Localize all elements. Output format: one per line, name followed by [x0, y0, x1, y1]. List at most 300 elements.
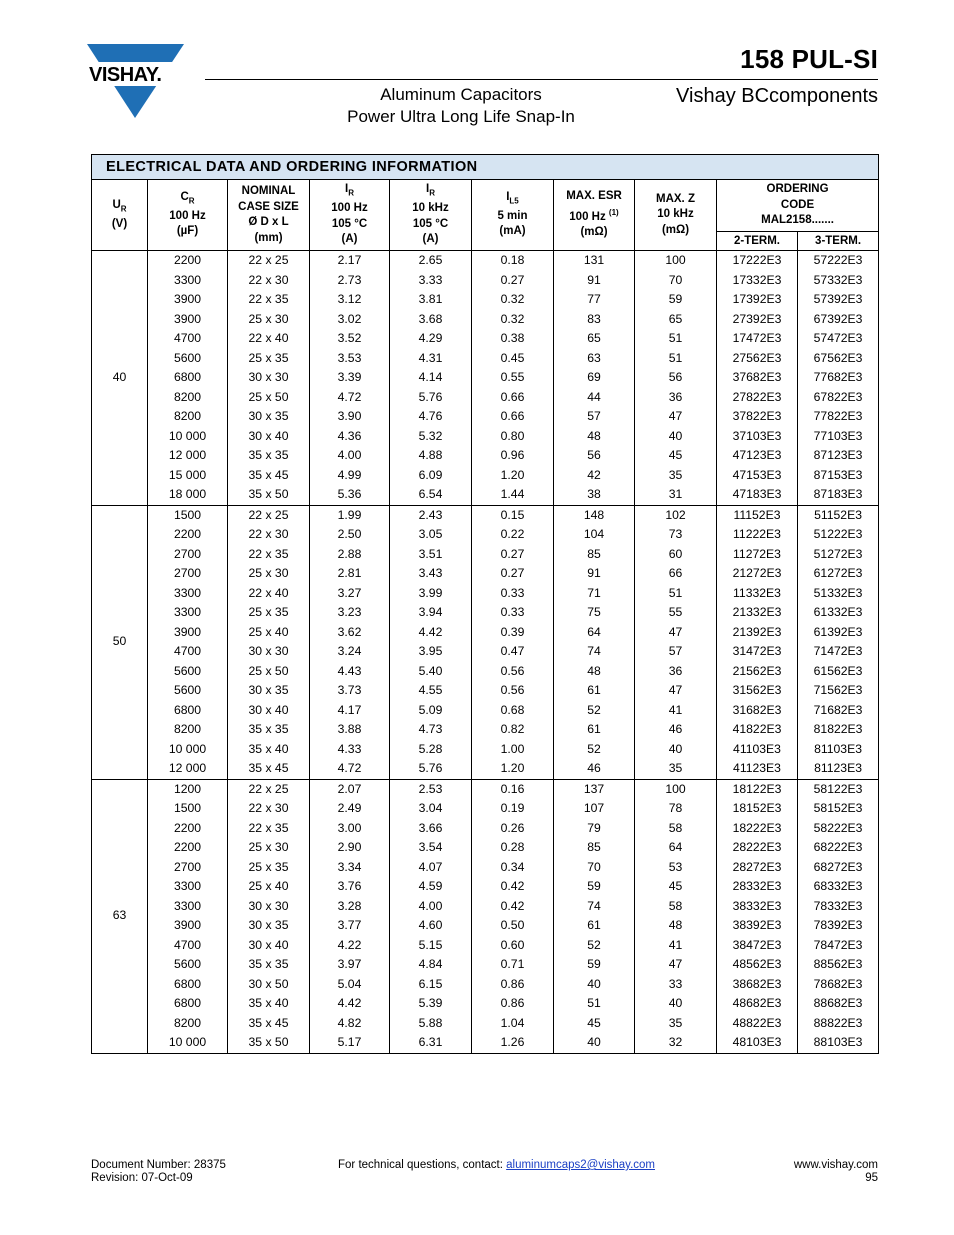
table-row: [92, 936, 879, 956]
leakage-current-cell: 0.33: [472, 603, 554, 623]
electrical-data-table: [91, 154, 879, 1054]
max-z-cell: 55: [635, 603, 717, 623]
max-z-cell: 58: [635, 897, 717, 917]
case-size-cell: 22 x 25: [228, 505, 310, 525]
max-esr-cell: 40: [554, 1033, 635, 1053]
ripple-current-10khz-cell: 5.09: [390, 701, 472, 721]
max-z-cell: 57: [635, 642, 717, 662]
code-2-term-cell: 47183E3: [717, 485, 798, 505]
max-esr-cell: 59: [554, 877, 635, 897]
max-esr-cell: 61: [554, 720, 635, 740]
code-2-term-cell: 38392E3: [717, 916, 798, 936]
code-3-term-cell: 61392E3: [798, 623, 879, 643]
code-2-term-cell: 38472E3: [717, 936, 798, 956]
ripple-current-100hz-cell: 4.42: [310, 994, 390, 1014]
case-size-cell: 25 x 50: [228, 388, 310, 408]
code-3-term-cell: 81123E3: [798, 759, 879, 779]
ripple-current-100hz-cell: 3.77: [310, 916, 390, 936]
case-size-cell: 30 x 35: [228, 407, 310, 427]
case-size-cell: 30 x 30: [228, 368, 310, 388]
max-esr-cell: 85: [554, 545, 635, 565]
code-3-term-cell: 87183E3: [798, 485, 879, 505]
code-3-term-cell: 57332E3: [798, 271, 879, 291]
ripple-current-100hz-cell: 3.28: [310, 897, 390, 917]
max-esr-cell: 63: [554, 349, 635, 369]
leakage-current-cell: 0.39: [472, 623, 554, 643]
table-row: [92, 740, 879, 760]
max-z-cell: 33: [635, 975, 717, 995]
code-3-term-cell: 77822E3: [798, 407, 879, 427]
capacitance-cell: 3300: [148, 584, 228, 604]
max-esr-cell: 107: [554, 799, 635, 819]
ripple-current-100hz-cell: 4.33: [310, 740, 390, 760]
code-2-term-cell: 21272E3: [717, 564, 798, 584]
max-esr-cell: 131: [554, 251, 635, 271]
leakage-current-cell: 0.15: [472, 505, 554, 525]
max-z-cell: 41: [635, 701, 717, 721]
table-row: [92, 877, 879, 897]
leakage-current-cell: 0.96: [472, 446, 554, 466]
table-row: [92, 779, 879, 799]
leakage-current-cell: 0.32: [472, 310, 554, 330]
max-z-cell: 66: [635, 564, 717, 584]
max-esr-cell: 44: [554, 388, 635, 408]
code-2-term-cell: 48103E3: [717, 1033, 798, 1053]
col-header-ir-10khz: $I_R$ 10 kHz 105 °C (A): [390, 180, 472, 251]
code-2-term-cell: 48822E3: [717, 1014, 798, 1034]
ripple-current-10khz-cell: 3.94: [390, 603, 472, 623]
table-row: [92, 681, 879, 701]
table-row: [92, 642, 879, 662]
table-row: [92, 329, 879, 349]
max-esr-cell: 48: [554, 427, 635, 447]
capacitance-cell: 4700: [148, 936, 228, 956]
leakage-current-cell: 0.60: [472, 936, 554, 956]
leakage-current-cell: 0.80: [472, 427, 554, 447]
case-size-cell: 35 x 45: [228, 466, 310, 486]
case-size-cell: 35 x 50: [228, 485, 310, 505]
capacitance-cell: 12 000: [148, 759, 228, 779]
max-esr-cell: 85: [554, 838, 635, 858]
case-size-cell: 25 x 35: [228, 603, 310, 623]
capacitance-cell: 6800: [148, 701, 228, 721]
code-2-term-cell: 18122E3: [717, 779, 798, 799]
code-3-term-cell: 77682E3: [798, 368, 879, 388]
max-esr-cell: 52: [554, 936, 635, 956]
contact-prefix: For technical questions, contact:: [338, 1159, 507, 1171]
ripple-current-10khz-cell: 5.15: [390, 936, 472, 956]
max-z-cell: 58: [635, 819, 717, 839]
capacitance-cell: 2200: [148, 819, 228, 839]
max-z-cell: 100: [635, 251, 717, 271]
max-z-cell: 36: [635, 388, 717, 408]
case-size-cell: 30 x 40: [228, 427, 310, 447]
table-row: [92, 662, 879, 682]
table-row: [92, 407, 879, 427]
code-3-term-cell: 68272E3: [798, 858, 879, 878]
case-size-cell: 25 x 35: [228, 349, 310, 369]
code-3-term-cell: 78392E3: [798, 916, 879, 936]
max-z-cell: 41: [635, 936, 717, 956]
code-3-term-cell: 67562E3: [798, 349, 879, 369]
code-3-term-cell: 57472E3: [798, 329, 879, 349]
vishay-logo: [87, 42, 184, 122]
max-esr-cell: 137: [554, 779, 635, 799]
leakage-current-cell: 0.55: [472, 368, 554, 388]
max-z-cell: 35: [635, 759, 717, 779]
page-number: 95: [865, 1172, 878, 1184]
ripple-current-100hz-cell: 2.88: [310, 545, 390, 565]
voltage-cell: 50: [92, 505, 148, 779]
capacitance-cell: 6800: [148, 368, 228, 388]
code-3-term-cell: 71562E3: [798, 681, 879, 701]
code-2-term-cell: 21562E3: [717, 662, 798, 682]
leakage-current-cell: 1.26: [472, 1033, 554, 1053]
table-row: [92, 838, 879, 858]
case-size-cell: 25 x 35: [228, 858, 310, 878]
document-title: 158 PUL-SI: [740, 44, 878, 74]
code-3-term-cell: 67392E3: [798, 310, 879, 330]
ripple-current-100hz-cell: 4.82: [310, 1014, 390, 1034]
code-2-term-cell: 37682E3: [717, 368, 798, 388]
capacitance-cell: 3300: [148, 877, 228, 897]
ripple-current-10khz-cell: 4.14: [390, 368, 472, 388]
code-2-term-cell: 28222E3: [717, 838, 798, 858]
code-2-term-cell: 37103E3: [717, 427, 798, 447]
capacitance-cell: 10 000: [148, 427, 228, 447]
ripple-current-100hz-cell: 2.07: [310, 779, 390, 799]
ripple-current-10khz-cell: 3.68: [390, 310, 472, 330]
code-3-term-cell: 61332E3: [798, 603, 879, 623]
ripple-current-100hz-cell: 2.73: [310, 271, 390, 291]
ripple-current-10khz-cell: 3.54: [390, 838, 472, 858]
case-size-cell: 35 x 45: [228, 1014, 310, 1034]
ripple-current-10khz-cell: 2.53: [390, 779, 472, 799]
ripple-current-10khz-cell: 4.55: [390, 681, 472, 701]
table-row: [92, 759, 879, 779]
ripple-current-10khz-cell: 5.32: [390, 427, 472, 447]
ripple-current-100hz-cell: 3.53: [310, 349, 390, 369]
code-2-term-cell: 18152E3: [717, 799, 798, 819]
case-size-cell: 22 x 35: [228, 545, 310, 565]
leakage-current-cell: 0.66: [472, 388, 554, 408]
max-esr-cell: 59: [554, 955, 635, 975]
capacitance-cell: 2700: [148, 545, 228, 565]
case-size-cell: 22 x 40: [228, 329, 310, 349]
case-size-cell: 22 x 35: [228, 819, 310, 839]
ripple-current-10khz-cell: 2.43: [390, 505, 472, 525]
ripple-current-100hz-cell: 4.36: [310, 427, 390, 447]
ripple-current-10khz-cell: 5.39: [390, 994, 472, 1014]
code-2-term-cell: 17392E3: [717, 290, 798, 310]
max-z-cell: 47: [635, 681, 717, 701]
table-row: [92, 994, 879, 1014]
code-2-term-cell: 27562E3: [717, 349, 798, 369]
capacitance-cell: 15 000: [148, 466, 228, 486]
capacitance-cell: 4700: [148, 642, 228, 662]
ripple-current-10khz-cell: 3.04: [390, 799, 472, 819]
code-3-term-cell: 51332E3: [798, 584, 879, 604]
max-z-cell: 35: [635, 466, 717, 486]
leakage-current-cell: 0.47: [472, 642, 554, 662]
table-row: [92, 290, 879, 310]
code-2-term-cell: 11222E3: [717, 525, 798, 545]
case-size-cell: 25 x 30: [228, 564, 310, 584]
case-size-cell: 35 x 40: [228, 994, 310, 1014]
ripple-current-10khz-cell: 3.05: [390, 525, 472, 545]
table-row: [92, 525, 879, 545]
leakage-current-cell: 0.34: [472, 858, 554, 878]
leakage-current-cell: 1.20: [472, 466, 554, 486]
case-size-cell: 25 x 30: [228, 310, 310, 330]
ripple-current-10khz-cell: 2.65: [390, 251, 472, 271]
table-row: [92, 349, 879, 369]
subtitle-line-2: Power Ultra Long Life Snap-In: [347, 107, 575, 126]
revision: Revision: 07-Oct-09: [91, 1172, 193, 1184]
code-3-term-cell: 71682E3: [798, 701, 879, 721]
ripple-current-10khz-cell: 3.33: [390, 271, 472, 291]
max-z-cell: 31: [635, 485, 717, 505]
leakage-current-cell: 0.27: [472, 271, 554, 291]
code-2-term-cell: 17472E3: [717, 329, 798, 349]
table-row: [92, 819, 879, 839]
leakage-current-cell: 0.68: [472, 701, 554, 721]
capacitance-cell: 3900: [148, 623, 228, 643]
logo-text: VISHAY.: [89, 64, 162, 86]
ripple-current-100hz-cell: 3.76: [310, 877, 390, 897]
col-header-ir-100hz: $I_R$ 100 Hz 105 °C (A): [310, 180, 390, 251]
max-esr-cell: 61: [554, 916, 635, 936]
table-row: [92, 485, 879, 505]
case-size-cell: 30 x 40: [228, 701, 310, 721]
code-3-term-cell: 51152E3: [798, 505, 879, 525]
code-3-term-cell: 61562E3: [798, 662, 879, 682]
code-3-term-cell: 88562E3: [798, 955, 879, 975]
code-3-term-cell: 58152E3: [798, 799, 879, 819]
code-3-term-cell: 51222E3: [798, 525, 879, 545]
leakage-current-cell: 0.19: [472, 799, 554, 819]
case-size-cell: 35 x 40: [228, 740, 310, 760]
max-z-cell: 47: [635, 955, 717, 975]
capacitance-cell: 12 000: [148, 446, 228, 466]
footer-left: [91, 1159, 226, 1185]
max-esr-cell: 91: [554, 271, 635, 291]
ripple-current-100hz-cell: 3.12: [310, 290, 390, 310]
ripple-current-10khz-cell: 6.09: [390, 466, 472, 486]
max-z-cell: 53: [635, 858, 717, 878]
leakage-current-cell: 1.00: [472, 740, 554, 760]
col-header-il5: $I_{L5}$ 5 min (mA): [472, 180, 554, 251]
document-number: Document Number: 28375: [91, 1159, 226, 1171]
leakage-current-cell: 0.86: [472, 975, 554, 995]
table-row: [92, 271, 879, 291]
max-z-cell: 78: [635, 799, 717, 819]
code-3-term-cell: 87123E3: [798, 446, 879, 466]
case-size-cell: 35 x 35: [228, 446, 310, 466]
leakage-current-cell: 0.56: [472, 681, 554, 701]
max-z-cell: 59: [635, 290, 717, 310]
ripple-current-10khz-cell: 4.42: [390, 623, 472, 643]
capacitance-cell: 2200: [148, 525, 228, 545]
max-z-cell: 102: [635, 505, 717, 525]
max-esr-cell: 83: [554, 310, 635, 330]
max-esr-cell: 74: [554, 642, 635, 662]
code-2-term-cell: 11332E3: [717, 584, 798, 604]
code-2-term-cell: 18222E3: [717, 819, 798, 839]
ripple-current-10khz-cell: 3.51: [390, 545, 472, 565]
max-z-cell: 46: [635, 720, 717, 740]
ripple-current-100hz-cell: 4.22: [310, 936, 390, 956]
max-z-cell: 70: [635, 271, 717, 291]
leakage-current-cell: 0.86: [472, 994, 554, 1014]
ripple-current-10khz-cell: 4.07: [390, 858, 472, 878]
ripple-current-10khz-cell: 4.73: [390, 720, 472, 740]
max-z-cell: 32: [635, 1033, 717, 1053]
case-size-cell: 25 x 30: [228, 838, 310, 858]
subtitle-line-1: Aluminum Capacitors: [380, 85, 542, 104]
code-3-term-cell: 81103E3: [798, 740, 879, 760]
ripple-current-100hz-cell: 3.52: [310, 329, 390, 349]
max-z-cell: 35: [635, 1014, 717, 1034]
leakage-current-cell: 0.56: [472, 662, 554, 682]
max-z-cell: 100: [635, 779, 717, 799]
table-row: [92, 1014, 879, 1034]
leakage-current-cell: 0.42: [472, 877, 554, 897]
ripple-current-100hz-cell: 5.04: [310, 975, 390, 995]
capacitance-cell: 3900: [148, 310, 228, 330]
capacitance-cell: 1200: [148, 779, 228, 799]
code-2-term-cell: 21392E3: [717, 623, 798, 643]
code-2-term-cell: 47123E3: [717, 446, 798, 466]
ripple-current-100hz-cell: 3.02: [310, 310, 390, 330]
ripple-current-10khz-cell: 5.76: [390, 388, 472, 408]
capacitance-cell: 4700: [148, 329, 228, 349]
max-esr-cell: 71: [554, 584, 635, 604]
col-header-2-term: 2-TERM.: [717, 232, 798, 251]
contact-email-link[interactable]: aluminumcaps2@vishay.com: [506, 1159, 656, 1171]
code-2-term-cell: 38682E3: [717, 975, 798, 995]
ripple-current-100hz-cell: 4.99: [310, 466, 390, 486]
leakage-current-cell: 0.16: [472, 779, 554, 799]
voltage-cell: 40: [92, 251, 148, 506]
ripple-current-10khz-cell: 3.66: [390, 819, 472, 839]
col-header-max-esr: MAX. ESR 100 Hz $^{(1)}$ (mΩ): [554, 180, 635, 251]
code-2-term-cell: 47153E3: [717, 466, 798, 486]
col-header-ordering-code: ORDERING CODE MAL2158.......: [717, 180, 879, 232]
ripple-current-100hz-cell: 3.62: [310, 623, 390, 643]
max-esr-cell: 52: [554, 701, 635, 721]
table-caption: ELECTRICAL DATA AND ORDERING INFORMATION: [92, 155, 879, 180]
table-row: [92, 720, 879, 740]
capacitance-cell: 2700: [148, 858, 228, 878]
code-3-term-cell: 68332E3: [798, 877, 879, 897]
code-2-term-cell: 41822E3: [717, 720, 798, 740]
ripple-current-100hz-cell: 3.34: [310, 858, 390, 878]
max-esr-cell: 57: [554, 407, 635, 427]
capacitance-cell: 3300: [148, 897, 228, 917]
code-2-term-cell: 41123E3: [717, 759, 798, 779]
code-2-term-cell: 11152E3: [717, 505, 798, 525]
code-3-term-cell: 88103E3: [798, 1033, 879, 1053]
table-row: [92, 603, 879, 623]
max-z-cell: 45: [635, 446, 717, 466]
footer-right: [794, 1159, 878, 1185]
code-3-term-cell: 58222E3: [798, 819, 879, 839]
code-3-term-cell: 78332E3: [798, 897, 879, 917]
table-row: [92, 545, 879, 565]
ripple-current-10khz-cell: 3.95: [390, 642, 472, 662]
ripple-current-10khz-cell: 5.88: [390, 1014, 472, 1034]
ripple-current-100hz-cell: 2.50: [310, 525, 390, 545]
code-3-term-cell: 68222E3: [798, 838, 879, 858]
case-size-cell: 30 x 35: [228, 916, 310, 936]
ripple-current-100hz-cell: 2.49: [310, 799, 390, 819]
capacitance-cell: 5600: [148, 955, 228, 975]
max-esr-cell: 77: [554, 290, 635, 310]
case-size-cell: 22 x 40: [228, 584, 310, 604]
case-size-cell: 22 x 30: [228, 271, 310, 291]
max-esr-cell: 74: [554, 897, 635, 917]
max-esr-cell: 65: [554, 329, 635, 349]
max-z-cell: 65: [635, 310, 717, 330]
code-3-term-cell: 87153E3: [798, 466, 879, 486]
max-esr-cell: 70: [554, 858, 635, 878]
capacitance-cell: 18 000: [148, 485, 228, 505]
code-3-term-cell: 81822E3: [798, 720, 879, 740]
capacitance-cell: 2200: [148, 251, 228, 271]
ripple-current-10khz-cell: 6.31: [390, 1033, 472, 1053]
code-2-term-cell: 17332E3: [717, 271, 798, 291]
code-2-term-cell: 48682E3: [717, 994, 798, 1014]
code-3-term-cell: 77103E3: [798, 427, 879, 447]
case-size-cell: 35 x 35: [228, 720, 310, 740]
ripple-current-10khz-cell: 5.76: [390, 759, 472, 779]
ripple-current-100hz-cell: 3.39: [310, 368, 390, 388]
code-3-term-cell: 78472E3: [798, 936, 879, 956]
table-row: [92, 446, 879, 466]
ripple-current-100hz-cell: 2.17: [310, 251, 390, 271]
ripple-current-10khz-cell: 4.88: [390, 446, 472, 466]
max-esr-cell: 91: [554, 564, 635, 584]
ripple-current-100hz-cell: 1.99: [310, 505, 390, 525]
leakage-current-cell: 0.26: [472, 819, 554, 839]
ripple-current-100hz-cell: 3.27: [310, 584, 390, 604]
ripple-current-10khz-cell: 3.81: [390, 290, 472, 310]
capacitance-cell: 1500: [148, 505, 228, 525]
code-3-term-cell: 67822E3: [798, 388, 879, 408]
max-z-cell: 51: [635, 349, 717, 369]
leakage-current-cell: 1.20: [472, 759, 554, 779]
code-2-term-cell: 31682E3: [717, 701, 798, 721]
leakage-current-cell: 0.22: [472, 525, 554, 545]
table-row: [92, 466, 879, 486]
code-3-term-cell: 58122E3: [798, 779, 879, 799]
table-row: [92, 310, 879, 330]
capacitance-cell: 3900: [148, 916, 228, 936]
ripple-current-10khz-cell: 4.60: [390, 916, 472, 936]
table-row: [92, 623, 879, 643]
max-esr-cell: 61: [554, 681, 635, 701]
max-z-cell: 73: [635, 525, 717, 545]
case-size-cell: 22 x 30: [228, 525, 310, 545]
leakage-current-cell: 0.50: [472, 916, 554, 936]
ripple-current-10khz-cell: 4.29: [390, 329, 472, 349]
table-row: [92, 251, 879, 271]
ripple-current-10khz-cell: 4.76: [390, 407, 472, 427]
max-z-cell: 45: [635, 877, 717, 897]
subtitle: [338, 84, 584, 128]
max-z-cell: 48: [635, 916, 717, 936]
